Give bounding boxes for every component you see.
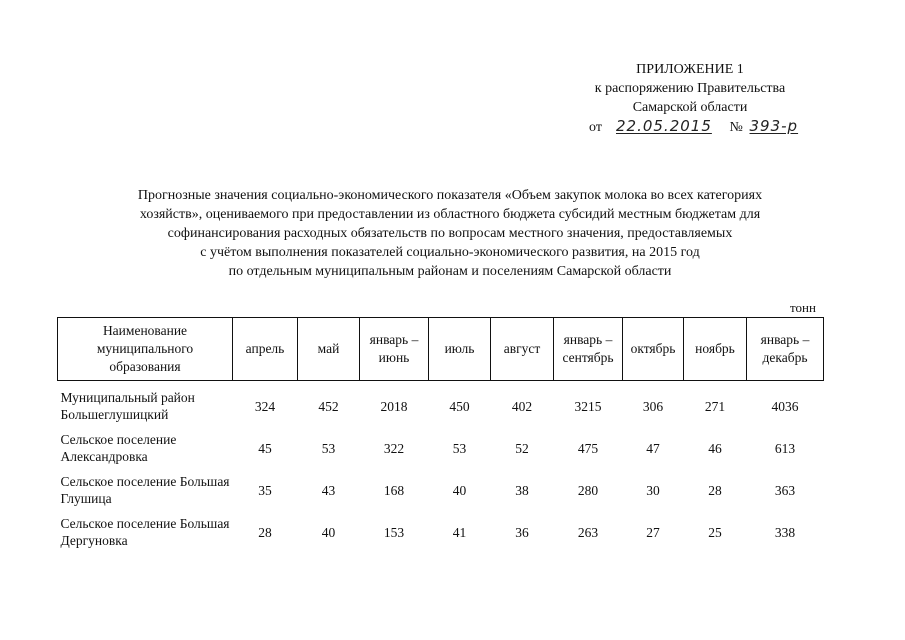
table-row [58, 427, 824, 469]
heading-line-5: по отдельным муниципальным районам и поселениям Самарской области [228, 264, 672, 279]
header-november: ноябрь [684, 318, 747, 381]
cell-value: 263 [577, 524, 599, 540]
cell-value: 2018 [380, 398, 408, 414]
row-name: Сельское поселение Большая Глушица [60, 474, 230, 506]
table-header-row [58, 318, 824, 381]
cell-value: 35 [258, 482, 272, 498]
cell-value: 43 [321, 482, 336, 498]
cell-value: 40 [321, 524, 336, 540]
cell-value: 28 [708, 482, 722, 498]
number-label: № [729, 120, 743, 135]
cell-value: 402 [511, 398, 533, 414]
cell-value: 45 [258, 440, 272, 456]
order-line [585, 117, 799, 137]
appendix-line-2: к распоряжению Правительства [594, 81, 786, 96]
cell-value: 168 [383, 482, 405, 498]
header-may: май [298, 318, 360, 381]
cell-value: 153 [383, 524, 405, 540]
heading-line-2: хозяйств», оцениваемого при предоставлении из областного бюджета субсидий местным бюджетам для [139, 207, 761, 222]
cell-value: 38 [515, 482, 529, 498]
units-label: тонн [790, 300, 816, 315]
cell-value: 475 [577, 440, 599, 456]
cell-value: 363 [774, 482, 796, 498]
cell-value: 322 [383, 440, 405, 456]
header-august: август [491, 318, 554, 381]
data-table [57, 317, 824, 553]
cell-value: 338 [774, 524, 796, 540]
from-label: от [589, 120, 602, 135]
row-name: Сельское поселение Большая Дергуновка [60, 516, 230, 548]
cell-value: 47 [646, 440, 660, 456]
cell-value: 3215 [574, 398, 602, 414]
cell-value: 613 [774, 440, 796, 456]
header-jan-sep: январь – сентябрь [554, 318, 623, 381]
cell-value: 450 [449, 398, 470, 414]
header-july: июль [429, 318, 491, 381]
heading-line-3: софинансирования расходных обязательств по вопросам местного значения, предоставляемых [167, 226, 733, 241]
cell-value: 452 [318, 398, 339, 414]
cell-value: 52 [515, 440, 529, 456]
table-row [58, 469, 824, 511]
appendix-block [585, 60, 799, 137]
header-name: Наименование муниципального образования [58, 318, 233, 381]
header-jan-dec: январь – декабрь [747, 318, 824, 381]
cell-value: 41 [452, 524, 467, 540]
table-row [58, 381, 824, 428]
handwritten-number: 393-р [749, 117, 799, 135]
appendix-line-3: Самарской области [632, 100, 748, 115]
appendix-title: ПРИЛОЖЕНИЕ 1 [636, 62, 744, 77]
cell-value: 4036 [771, 398, 799, 414]
cell-value: 36 [515, 524, 529, 540]
cell-value: 27 [646, 524, 660, 540]
header-october: октябрь [623, 318, 684, 381]
cell-value: 28 [258, 524, 272, 540]
cell-value: 306 [642, 398, 664, 414]
row-name: Муниципальный район Большеглушицкий [60, 390, 195, 422]
document-heading [75, 186, 825, 281]
table-row [58, 511, 824, 553]
cell-value: 40 [452, 482, 467, 498]
cell-value: 280 [577, 482, 599, 498]
cell-value: 53 [452, 440, 467, 456]
heading-line-4: с учётом выполнения показателей социально-экономического развития, на 2015 год [200, 245, 700, 260]
cell-value: 25 [708, 524, 722, 540]
cell-value: 53 [321, 440, 336, 456]
handwritten-date: 22.05.2015 [615, 117, 712, 135]
cell-value: 46 [708, 440, 722, 456]
header-april: апрель [233, 318, 298, 381]
heading-line-1: Прогнозные значения социально-экономического показателя «Объем закупок молока во всех категориях [137, 188, 763, 203]
cell-value: 324 [254, 398, 276, 414]
cell-value: 30 [646, 482, 660, 498]
cell-value: 271 [704, 398, 726, 414]
header-jan-jun: январь – июнь [360, 318, 429, 381]
row-name: Сельское поселение Александровка [60, 432, 177, 464]
